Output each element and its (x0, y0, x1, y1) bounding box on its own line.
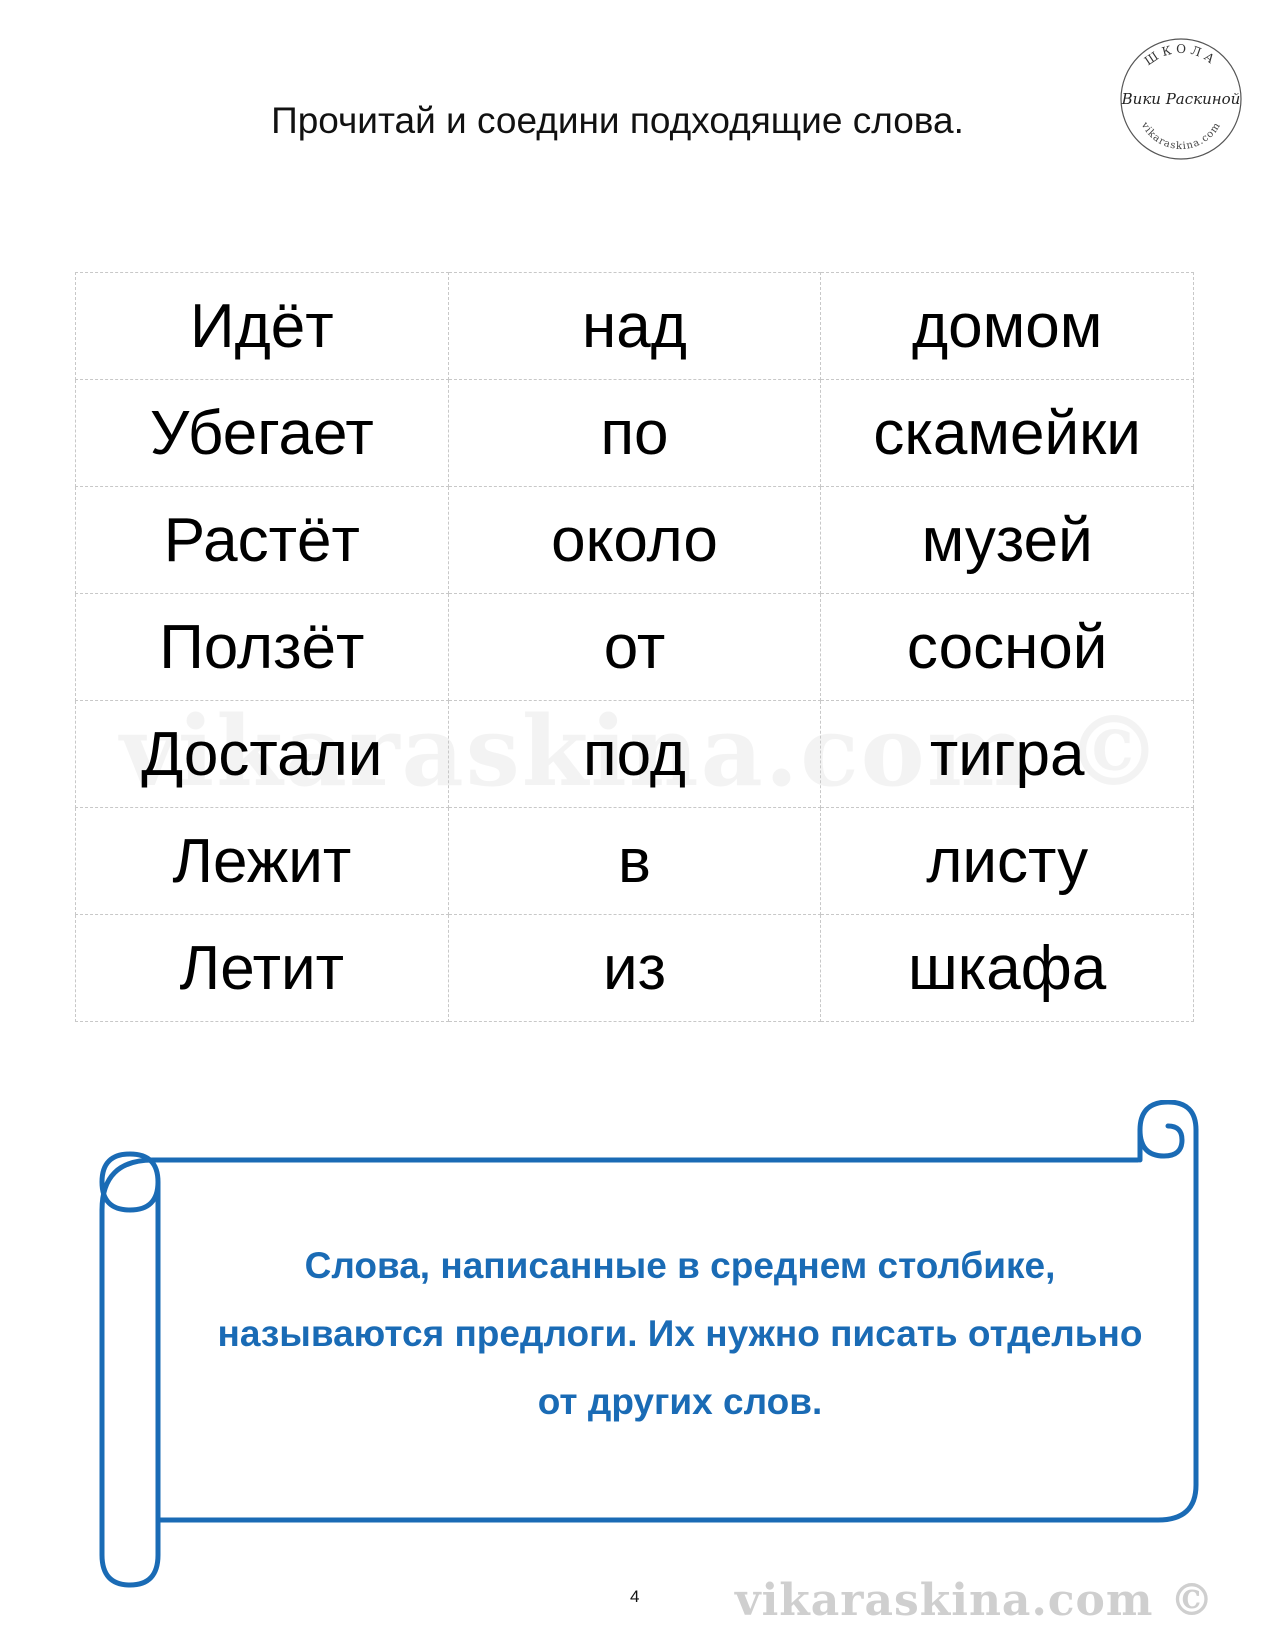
noun-cell: сосной (821, 594, 1194, 701)
logo-site: vikaraskina.com (1138, 120, 1224, 153)
preposition-cell: в (448, 808, 821, 915)
table-row (76, 701, 1194, 808)
watermark-bottom: vikaraskina.com © (735, 1575, 1215, 1626)
rule-line: от других слов. (537, 1381, 823, 1422)
rule-text (160, 1232, 1200, 1436)
preposition-cell: по (448, 380, 821, 487)
instruction-heading: Прочитай и соедини подходящие слова. (271, 100, 964, 141)
noun-cell: листу (821, 808, 1194, 915)
noun-cell: домом (821, 273, 1194, 380)
verb-cell: Летит (76, 915, 449, 1022)
rule-line: Слова, написанные в среднем столбике, (304, 1245, 1056, 1286)
verb-cell: Достали (76, 701, 449, 808)
table-row (76, 380, 1194, 487)
logo-top-text: ШКОЛА (1141, 41, 1221, 69)
words-table (75, 272, 1194, 1022)
table-row (76, 915, 1194, 1022)
verb-cell: Лежит (76, 808, 449, 915)
noun-cell: музей (821, 487, 1194, 594)
verb-cell: Ползёт (76, 594, 449, 701)
svg-text:vikaraskina.com (1138, 120, 1223, 153)
preposition-cell: от (448, 594, 821, 701)
preposition-cell: из (448, 915, 821, 1022)
table-row (76, 487, 1194, 594)
verb-cell: Идёт (76, 273, 449, 380)
scroll-left-curl (102, 1154, 158, 1520)
logo-name: Вики Раскиной (1121, 90, 1241, 108)
table-row (76, 808, 1194, 915)
table-row (76, 273, 1194, 380)
school-logo (1117, 35, 1245, 163)
scroll-right-curl (1140, 1102, 1196, 1156)
table-row (76, 594, 1194, 701)
verb-cell: Убегает (76, 380, 449, 487)
page-number: 4 (630, 1587, 640, 1606)
noun-cell: тигра (821, 701, 1194, 808)
preposition-cell: под (448, 701, 821, 808)
verb-cell: Растёт (76, 487, 449, 594)
rule-line: называются предлоги. Их нужно писать отдельно (217, 1313, 1143, 1354)
noun-cell: скамейки (821, 380, 1194, 487)
preposition-cell: около (448, 487, 821, 594)
noun-cell: шкафа (821, 915, 1194, 1022)
preposition-cell: над (448, 273, 821, 380)
